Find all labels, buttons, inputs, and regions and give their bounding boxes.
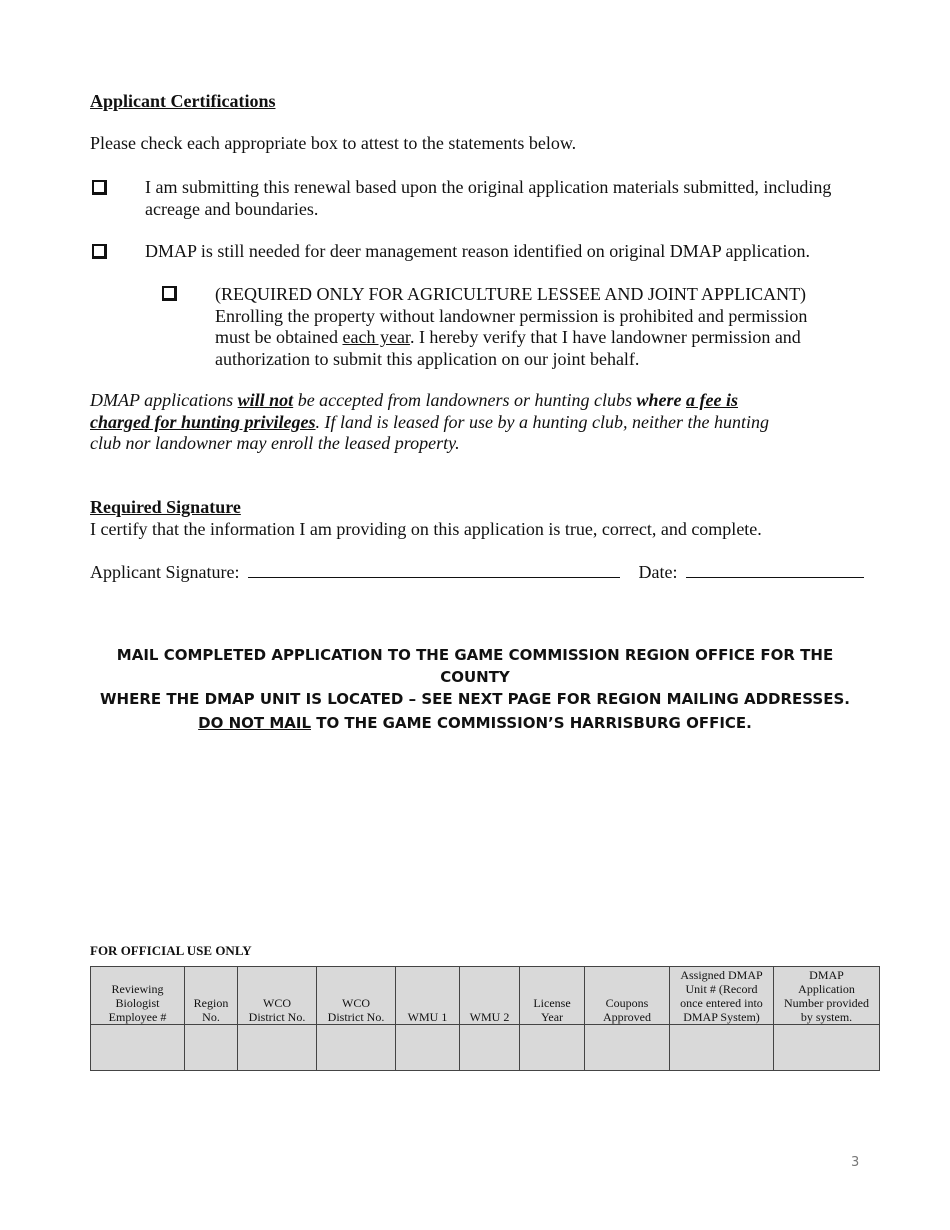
wco-district-cell-1[interactable]: [238, 1025, 317, 1071]
signature-row: [90, 561, 870, 584]
page-number: 3: [851, 1155, 860, 1170]
renewal-checkbox[interactable]: [92, 180, 107, 195]
signature-label: Applicant Signature:: [90, 562, 240, 582]
wmu2-header: WMU 2: [460, 967, 520, 1025]
region-no-header: Region No.: [185, 967, 238, 1025]
official-use-table: [90, 966, 880, 1071]
reviewing-biologist-cell[interactable]: [91, 1025, 185, 1071]
assigned-dmap-unit-cell[interactable]: [670, 1025, 774, 1071]
lessee-permission-checkbox[interactable]: [162, 286, 177, 301]
dmap-application-number-header: DMAP Application Number provided by system.: [774, 967, 880, 1025]
reviewing-biologist-header: Reviewing Biologist Employee #: [91, 967, 185, 1025]
wco-district-header-1: WCO District No.: [238, 967, 317, 1025]
license-year-header: License Year: [520, 967, 585, 1025]
assigned-dmap-unit-header: Assigned DMAP Unit # (Record once entered into DMAP System): [670, 967, 774, 1025]
do-not-mail-notice: DO NOT MAIL TO THE GAME COMMISSION’S HARRISBURG OFFICE.: [198, 714, 752, 732]
dmap-needed-checkbox[interactable]: [92, 244, 107, 259]
wco-district-header-2: WCO District No.: [317, 967, 396, 1025]
region-no-cell[interactable]: [185, 1025, 238, 1071]
mail-instructions: MAIL COMPLETED APPLICATION TO THE GAME COMMISSION REGION OFFICE FOR THE COUNTY WHERE THE DMAP UNIT IS LOCATED – SEE NEXT PAGE FOR REGION MAILING ADDRESSES.: [100, 646, 850, 708]
certifications-instructions: Please check each appropriate box to attest to the statements below.: [90, 133, 577, 153]
coupons-approved-cell[interactable]: [585, 1025, 670, 1071]
official-use-label: FOR OFFICIAL USE ONLY: [90, 943, 252, 958]
certifications-heading: Applicant Certifications: [90, 91, 276, 111]
signature-heading: Required Signature: [90, 497, 241, 517]
wmu1-header: WMU 1: [396, 967, 460, 1025]
license-year-cell[interactable]: [520, 1025, 585, 1071]
official-input-row: [91, 1025, 880, 1071]
wmu2-cell[interactable]: [460, 1025, 520, 1071]
dmap-application-number-cell[interactable]: [774, 1025, 880, 1071]
date-label: Date:: [638, 562, 678, 582]
renewal-statement: I am submitting this renewal based upon the original application materials submitted, including acreage and boundaries.: [145, 177, 832, 219]
date-field[interactable]: [686, 561, 864, 578]
certify-statement: I certify that the information I am providing on this application is true, correct, and complete.: [90, 519, 762, 539]
coupons-approved-header: Coupons Approved: [585, 967, 670, 1025]
lessee-permission-statement: (REQUIRED ONLY FOR AGRICULTURE LESSEE AND JOINT APPLICANT) Enrolling the property without landowner permission is prohibited and permission must be obtained each year. I hereby verify that I have landowner permission and authorization to submit this application on our joint behalf.: [215, 284, 808, 369]
dmap-needed-statement: DMAP is still needed for deer management reason identified on original DMAP application.: [145, 241, 811, 261]
hunting-club-fee-notice: DMAP applications will not be accepted from landowners or hunting clubs where a fee is charged for hunting privileges. If land is leased for use by a hunting club, neither the hunting club nor landowner may enroll the leased property.: [90, 390, 769, 453]
wmu1-cell[interactable]: [396, 1025, 460, 1071]
signature-field[interactable]: [248, 561, 620, 578]
official-header-row: [91, 967, 880, 1025]
wco-district-cell-2[interactable]: [317, 1025, 396, 1071]
